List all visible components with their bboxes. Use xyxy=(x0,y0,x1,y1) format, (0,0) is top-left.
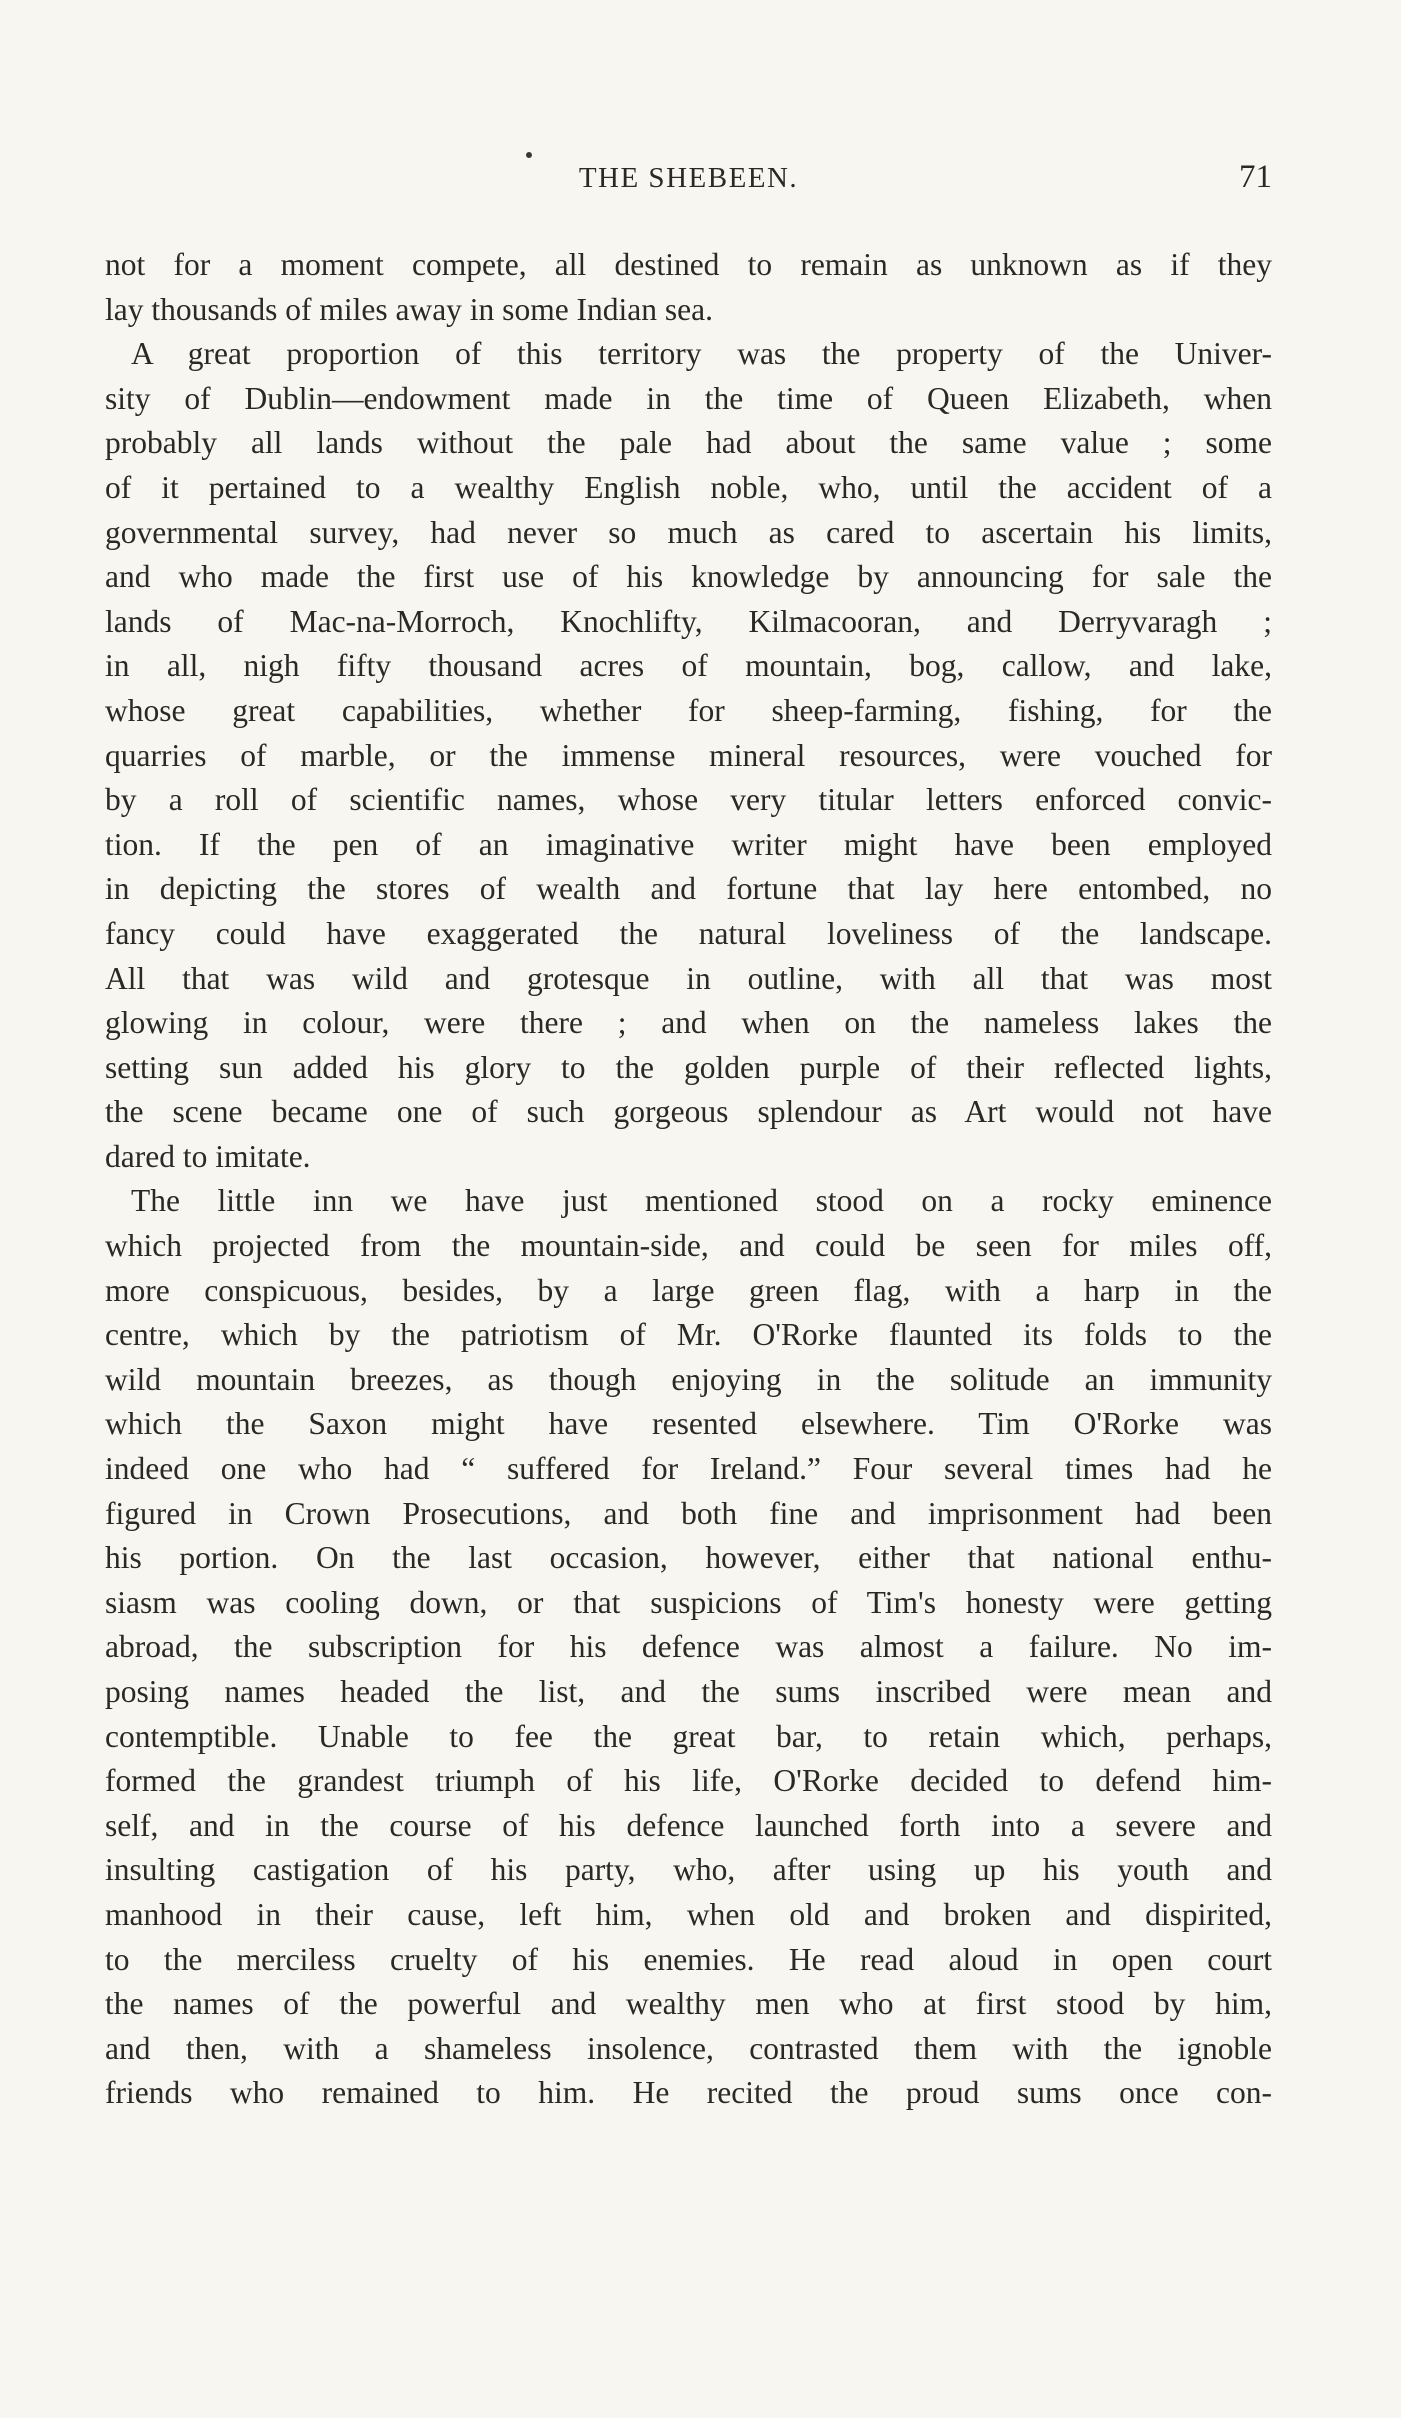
text-line: governmental survey, had never so much as cared to ascertain his limits, xyxy=(105,514,1272,550)
print-speck xyxy=(526,152,532,158)
text-line: the scene became one of such gorgeous splendour as Art would not have xyxy=(105,1094,1272,1130)
text-line: quarries of marble, or the immense mineral resources, were vouched for xyxy=(105,737,1272,773)
text-line: tion. If the pen of an imaginative writer might have been employed xyxy=(105,826,1272,862)
text-line: fancy could have exaggerated the natural loveliness of the landscape. xyxy=(105,915,1272,951)
text-line: his portion. On the last occasion, however, either that national enthu- xyxy=(105,1540,1272,1576)
text-line: lands of Mac-na-Morroch, Knochlifty, Kilmacooran, and Derryvaragh ; xyxy=(105,603,1272,639)
text-line: wild mountain breezes, as though enjoying in the solitude an immunity xyxy=(105,1361,1272,1397)
text-line: The little inn we have just mentioned stood on a rocky eminence xyxy=(131,1183,1272,1219)
text-line: glowing in colour, were there ; and when on the nameless lakes the xyxy=(105,1005,1272,1041)
text-line: the names of the powerful and wealthy men who at first stood by him, xyxy=(105,1986,1272,2022)
text-line: probably all lands without the pale had about the same value ; some xyxy=(105,425,1272,461)
page-number: 71 xyxy=(1239,159,1272,195)
text-line: A great proportion of this territory was the property of the Univer- xyxy=(131,336,1272,372)
text-line: not for a moment compete, all destined to remain as unknown as if they xyxy=(105,247,1272,282)
text-line: figured in Crown Prosecutions, and both fine and imprisonment had been xyxy=(105,1495,1272,1531)
text-line: setting sun added his glory to the golden purple of their reflected lights, xyxy=(105,1049,1272,1085)
text-line: more conspicuous, besides, by a large green flag, with a harp in the xyxy=(105,1272,1272,1308)
text-line: abroad, the subscription for his defence was almost a failure. No im- xyxy=(105,1629,1272,1665)
text-line: indeed one who had “ suffered for Ireland.” Four several times had he xyxy=(105,1451,1272,1487)
text-line: lay thousands of miles away in some Indian sea. xyxy=(105,291,713,327)
text-line: and who made the first use of his knowledge by announcing for sale the xyxy=(105,559,1272,595)
text-line: in depicting the stores of wealth and fortune that lay here entombed, no xyxy=(105,871,1272,907)
page-header xyxy=(105,159,1272,208)
text-line: contemptible. Unable to fee the great bar, to retain which, perhaps, xyxy=(105,1718,1272,1754)
text-line: by a roll of scientific names, whose very titular letters enforced convic- xyxy=(105,782,1272,818)
text-line: manhood in their cause, left him, when old and broken and dispirited, xyxy=(105,1896,1272,1932)
text-line: and then, with a shameless insolence, contrasted them with the ignoble xyxy=(105,2030,1272,2066)
text-line: insulting castigation of his party, who, after using up his youth and xyxy=(105,1852,1272,1888)
text-line: sity of Dublin—endowment made in the time of Queen Elizabeth, when xyxy=(105,380,1272,416)
text-line: siasm was cooling down, or that suspicions of Tim's honesty were getting xyxy=(105,1584,1272,1620)
text-line: formed the grandest triumph of his life, O'Rorke decided to defend him- xyxy=(105,1763,1272,1799)
text-line: dared to imitate. xyxy=(105,1138,311,1174)
text-line: posing names headed the list, and the sums inscribed were mean and xyxy=(105,1674,1272,1709)
text-line: centre, which by the patriotism of Mr. O'Rorke flaunted its folds to the xyxy=(105,1317,1272,1353)
text-line: whose great capabilities, whether for sheep-farming, fishing, for the xyxy=(105,692,1272,728)
running-title: THE SHEBEEN. xyxy=(578,162,799,194)
text-line: in all, nigh fifty thousand acres of mountain, bog, callow, and lake, xyxy=(105,648,1272,684)
text-line: self, and in the course of his defence launched forth into a severe and xyxy=(105,1807,1272,1843)
body-text xyxy=(105,243,1272,2116)
text-line: All that was wild and grotesque in outline, with all that was most xyxy=(105,960,1272,996)
text-line: to the merciless cruelty of his enemies. He read aloud in open court xyxy=(105,1941,1272,1977)
text-line: of it pertained to a wealthy English noble, who, until the accident of a xyxy=(105,469,1272,505)
text-line: friends who remained to him. He recited the proud sums once con- xyxy=(105,2075,1272,2111)
text-line: which projected from the mountain-side, and could be seen for miles off, xyxy=(105,1228,1272,1264)
text-line: which the Saxon might have resented elsewhere. Tim O'Rorke was xyxy=(105,1406,1272,1442)
